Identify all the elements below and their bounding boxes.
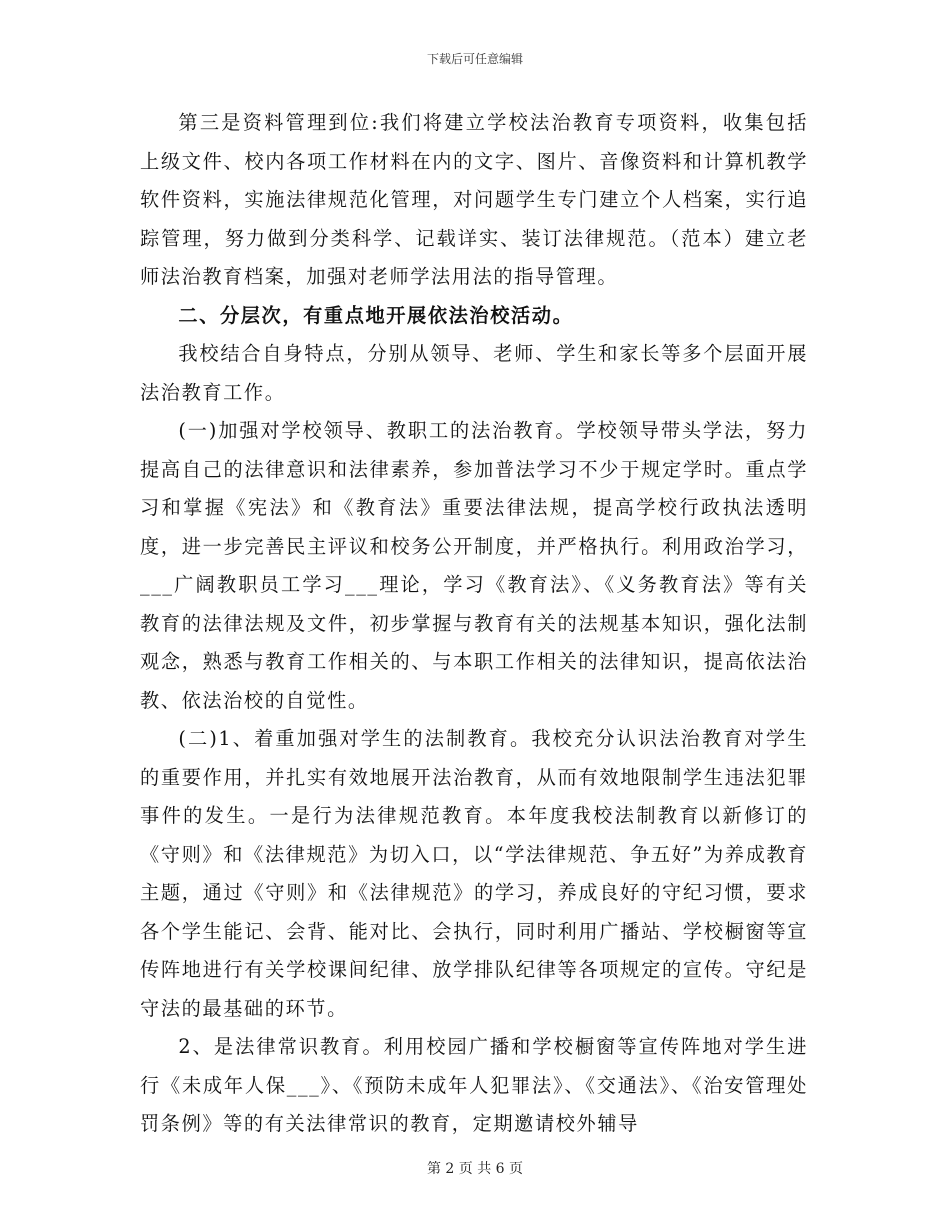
paragraph-materials-management: 第三是资料管理到位:我们将建立学校法治教育专项资料，收集包括上级文件、校内各项工作材料在内的文字、图片、音像资料和计算机教学软件资料，实施法律规范化管理，对问题学生专门建立个人档案，实行追踪管理，努力做到分类科学、记载详实、装订法律规范。（范本）建立老师法治教育档案，加强对老师学法用法的指导管理。 xyxy=(140,111,808,288)
paragraph-staff-education: (一)加强对学校领导、教职工的法治教育。学校领导带头学法，努力提高自己的法律意识和法律素养，参加普法学习不少于规定学时。重点学习和掌握《宪法》和《教育法》重要法律法规，提高学校行政执法透明度，进一步完善民主评议和校务公开制度，并严格执行。利用政治学习，___广阔教职员工学习___理论，学习《教育法》、《义务教育法》等有关教育的法律法规及文件，初步掌握与教育有关的法规基本知识，强化法制观念，熟悉与教育工作相关的、与本职工作相关的法律知识，提高依法治教、依法治校的自觉性。 xyxy=(140,419,808,712)
section-heading-2: 二、分层次，有重点地开展依法治校活动。 xyxy=(178,303,574,327)
document-body xyxy=(140,104,808,1144)
page-header: 下载后可任意编辑 xyxy=(426,52,523,66)
paragraph-legal-knowledge: 2、是法律常识教育。利用校园广播和学校橱窗等宣传阵地对学生进行《未成年人保___》、《预防未成年人犯罪法》、《交通法》、《治安管理处罚条例》等的有关法律常识的教育，定期邀请校外辅导 xyxy=(140,1035,808,1135)
paragraph-intro: 我校结合自身特点，分别从领导、老师、学生和家长等多个层面开展法治教育工作。 xyxy=(140,342,808,404)
paragraph-student-education: (二)1、着重加强对学生的法制教育。我校充分认识法治教育对学生的重要作用，并扎实有效地展开法治教育，从而有效地限制学生违法犯罪事件的发生。一是行为法律规范教育。本年度我校法制教育以新修订的《守则》和《法律规范》为切入口，以“学法律规范、争五好”为养成教育主题，通过《守则》和《法律规范》的学习，养成良好的守纪习惯，要求各个学生能记、会背、能对比、会执行，同时利用广播站、学校橱窗等宣传阵地进行有关学校课间纪律、放学排队纪律等各项规定的宣传。守纪是守法的最基础的环节。 xyxy=(140,727,808,1020)
page-number: 第 2 页 共 6 页 xyxy=(426,1161,524,1177)
